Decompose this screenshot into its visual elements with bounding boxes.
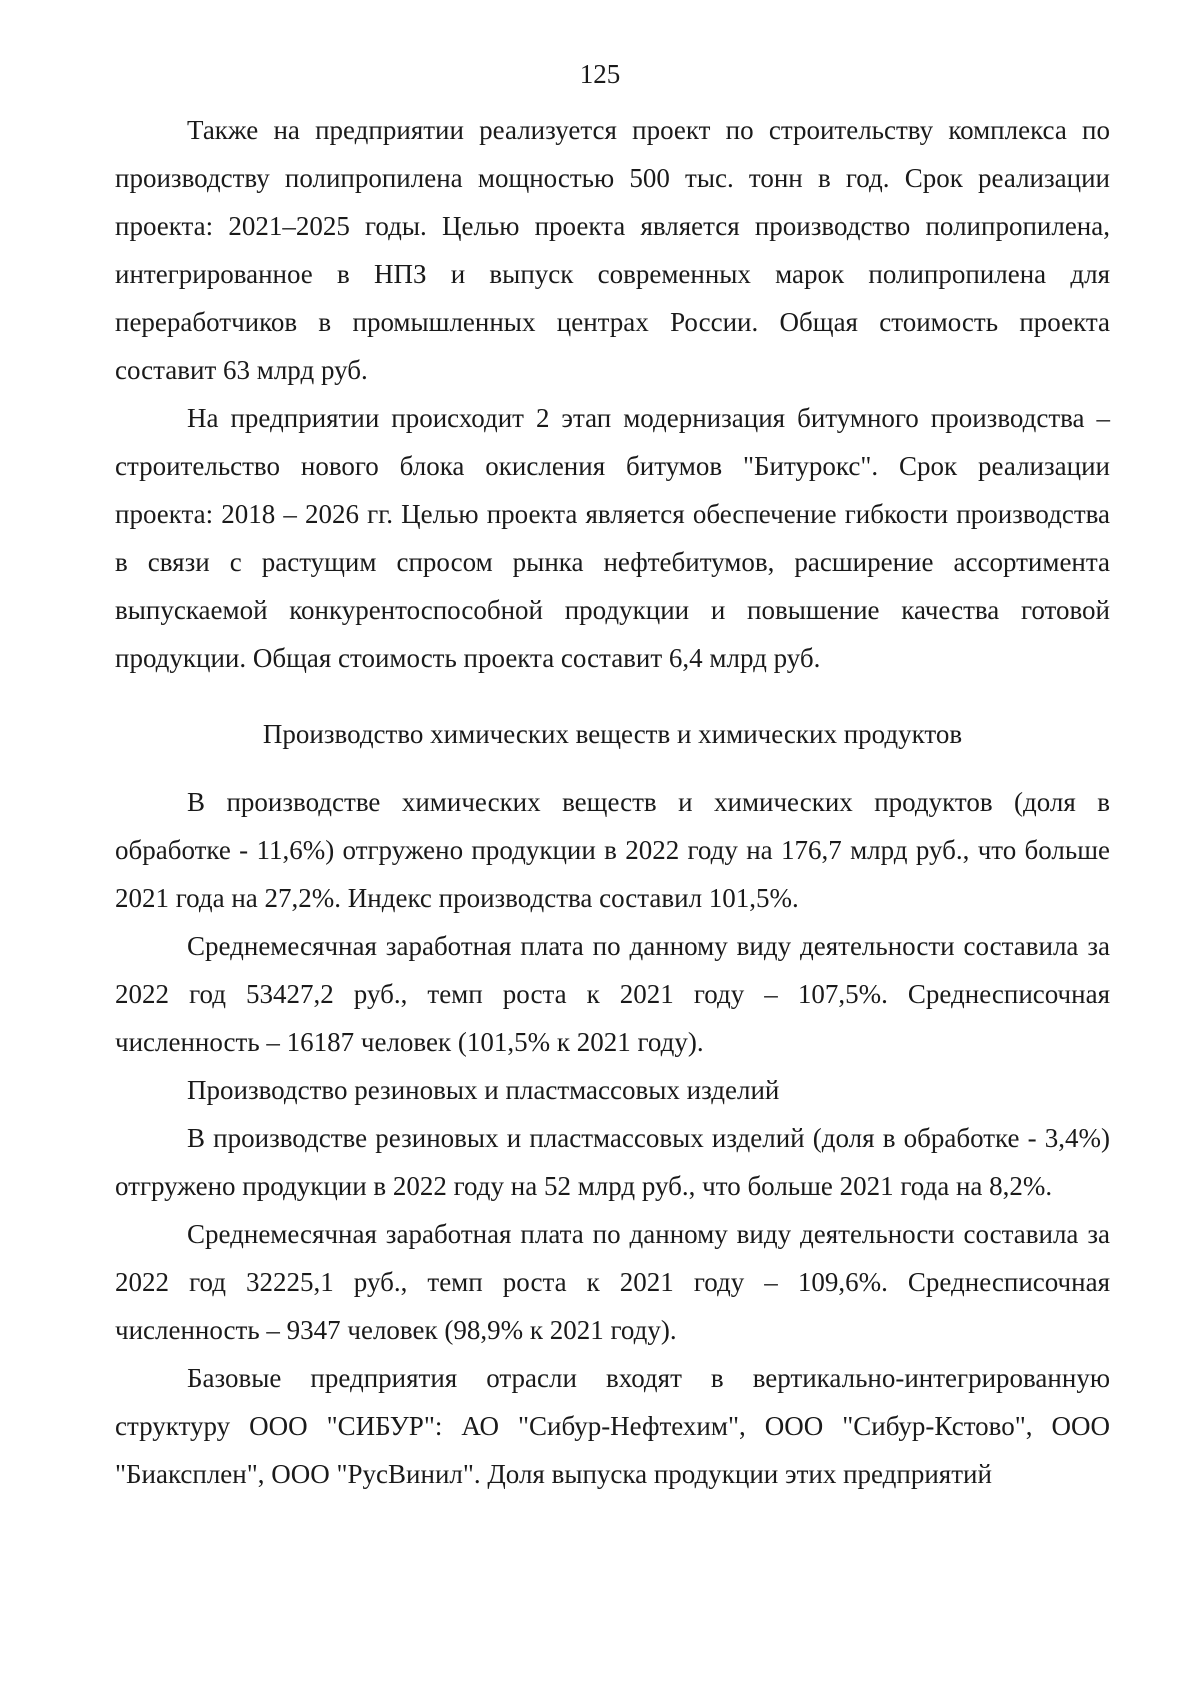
paragraph-rubber-shipment: В производстве резиновых и пластмассовых изделий (доля в обработке - 3,4%) отгружено продукции в 2022 году на 52 млрд руб., что больше 2021 года на 8,2%. xyxy=(115,1123,1110,1201)
paragraph-rubber-salary: Среднемесячная заработная плата по данному виду деятельности составила за 2022 год 32225,1 руб., темп роста к 2021 году – 109,6%. Среднесписочная численность – 9347 человек (98,9% к 2021 году). xyxy=(115,1219,1110,1345)
paragraph-chemicals-shipment: В производстве химических веществ и химических продуктов (доля в обработке - 11,6%) отгружено продукции в 2022 году на 176,7 млрд руб., что больше 2021 года на 27,2%. Индекс производства составил 101,5%. xyxy=(115,787,1110,913)
page-number: 125 xyxy=(579,59,621,89)
paragraph-chemicals-salary: Среднемесячная заработная плата по данному виду деятельности составила за 2022 год 53427,2 руб., темп роста к 2021 году – 107,5%. Среднесписочная численность – 16187 человек (101,5% к 2021 году). xyxy=(115,931,1110,1057)
paragraph-polypropylene-project: Также на предприятии реализуется проект по строительству комплекса по производству полипропилена мощностью 500 тыс. тонн в год. Срок реализации проекта: 2021–2025 годы. Целью проекта является производство полипропилена, интегрированное в НПЗ и выпуск современных марок полипропилена для переработчиков в промышленных центрах России. Общая стоимость проекта составит 63 млрд руб. xyxy=(115,115,1110,385)
section-heading-chemicals: Производство химических веществ и химических продуктов xyxy=(262,719,963,749)
page-content xyxy=(115,106,1110,1498)
subheading-rubber-plastics: Производство резиновых и пластмассовых изделий xyxy=(187,1075,780,1105)
paragraph-sibur-enterprises: Базовые предприятия отрасли входят в вертикально-интегрированную структуру ООО "СИБУР": АО "Сибур-Нефтехим", ООО "Сибур-Кстово", ООО "Биаксплен", ООО "РусВинил". Доля выпуска продукции этих предприятий xyxy=(115,1363,1110,1489)
paragraph-bitumen-project: На предприятии происходит 2 этап модернизация битумного производства – строительство нового блока окисления битумов "Битурокс". Срок реализации проекта: 2018 – 2026 гг. Целью проекта является обеспечение гибкости производства в связи с растущим спросом рынка нефтебитумов, расширение ассортимента выпускаемой конкурентоспособной продукции и повышение качества готовой продукции. Общая стоимость проекта составит 6,4 млрд руб. xyxy=(115,403,1110,673)
